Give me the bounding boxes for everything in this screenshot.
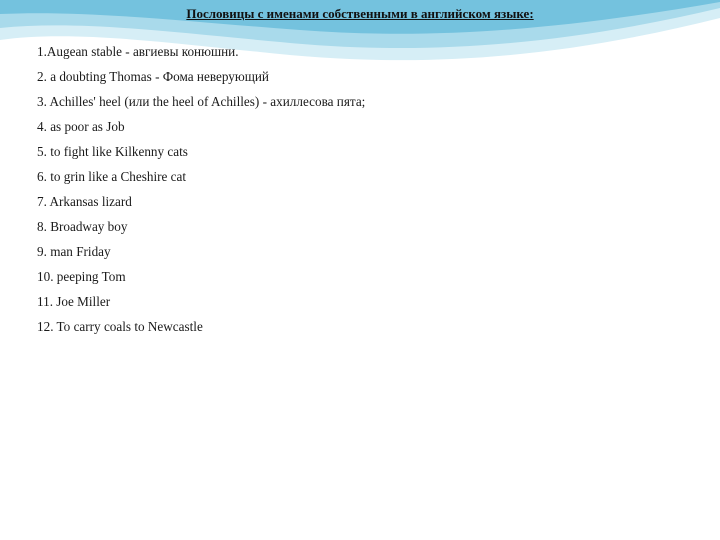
list-item: 4. as poor as Job [37, 119, 125, 134]
list-item: 10. peeping Tom [37, 269, 126, 284]
list-item: 11. Joe Miller [37, 294, 111, 309]
proverbs-list [37, 44, 365, 344]
slide-title: Пословицы с именами собственными в английском языке: [186, 6, 534, 21]
list-item: 2. a doubting Thomas - Фома неверующий [37, 69, 269, 84]
list-item: 12. To carry coals to Newcastle [37, 319, 203, 334]
list-item: 7. Arkansas lizard [37, 194, 132, 209]
list-item: 9. man Friday [37, 244, 111, 259]
list-item: 6. to grin like a Cheshire cat [37, 169, 187, 184]
list-item: 1.Augean stable - авгиевы конюшни. [37, 44, 239, 59]
list-item: 5. to fight like Kilkenny cats [37, 144, 188, 159]
list-item: 8. Broadway boy [37, 219, 128, 234]
list-item: 3. Achilles' heel (или the heel of Achilles) - ахиллесова пята; [37, 94, 366, 109]
